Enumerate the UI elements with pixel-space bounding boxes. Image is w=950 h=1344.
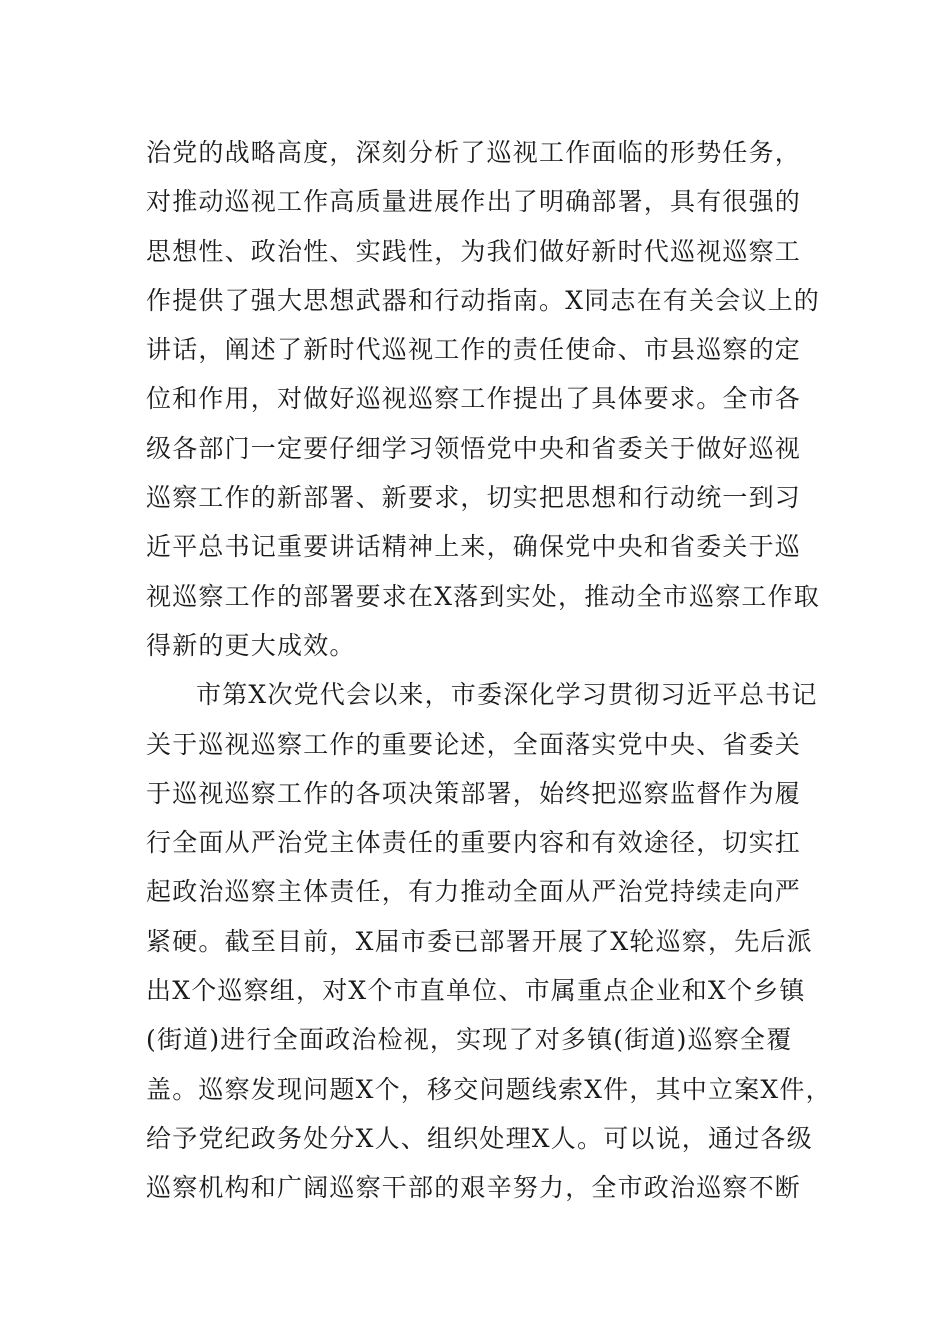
text-line: 位和作用，对做好巡视巡察工作提出了具体要求。全市各 [146, 384, 802, 414]
text-line: 级各部门一定要仔细学习领悟党中央和省委关于做好巡视 [146, 433, 802, 463]
text-line: 关于巡视巡察工作的重要论述，全面落实党中央、省委关 [146, 729, 802, 759]
text-line: 作提供了强大思想武器和行动指南。X同志在有关会议上的 [146, 285, 821, 315]
body-text [146, 128, 832, 1213]
paragraph-1 [146, 128, 821, 670]
text-line: 巡察机构和广阔巡察干部的艰辛努力，全市政治巡察不断 [146, 1173, 802, 1203]
text-line: 治党的战略高度，深刻分析了巡视工作面临的形势任务， [146, 138, 802, 167]
text-line: 得新的更大成效。 [146, 630, 356, 660]
text-line: 给予党纪政务处分X人、组织处理X人。可以说，通过各级 [146, 1123, 813, 1153]
text-line: 出X个巡察组，对X个市直单位、市属重点企业和X个乡镇 [146, 976, 806, 1006]
text-line: 思想性、政治性、实践性，为我们做好新时代巡视巡察工 [146, 236, 802, 266]
paragraph-2 [146, 670, 832, 1212]
text-line: (街道)进行全面政治检视，实现了对多镇(街道)巡察全覆 [146, 1025, 793, 1055]
text-line: 巡察工作的新部署、新要求，切实把思想和行动统一到习 [146, 483, 802, 513]
text-line: 讲话，阐述了新时代巡视工作的责任使命、市县巡察的定 [146, 335, 802, 365]
text-line: 于巡视巡察工作的各项决策部署，始终把巡察监督作为履 [146, 778, 802, 808]
text-line: 行全面从严治党主体责任的重要内容和有效途径，切实扛 [146, 828, 802, 858]
text-line: 盖。巡察发现问题X个，移交问题线索X件，其中立案X件， [146, 1074, 832, 1104]
text-line: 起政治巡察主体责任，有力推动全面从严治党持续走向严 [146, 877, 802, 907]
text-line: 市第X次党代会以来，市委深化学习贯彻习近平总书记 [196, 680, 818, 710]
text-line: 视巡察工作的部署要求在X落到实处，推动全市巡察工作取 [146, 581, 821, 611]
text-line: 近平总书记重要讲话精神上来，确保党中央和省委关于巡 [146, 532, 802, 562]
text-line: 对推动巡视工作高质量进展作出了明确部署，具有很强的 [146, 187, 802, 217]
text-line: 紧硬。截至目前，X届市委已部署开展了X轮巡察，先后派 [146, 926, 813, 956]
